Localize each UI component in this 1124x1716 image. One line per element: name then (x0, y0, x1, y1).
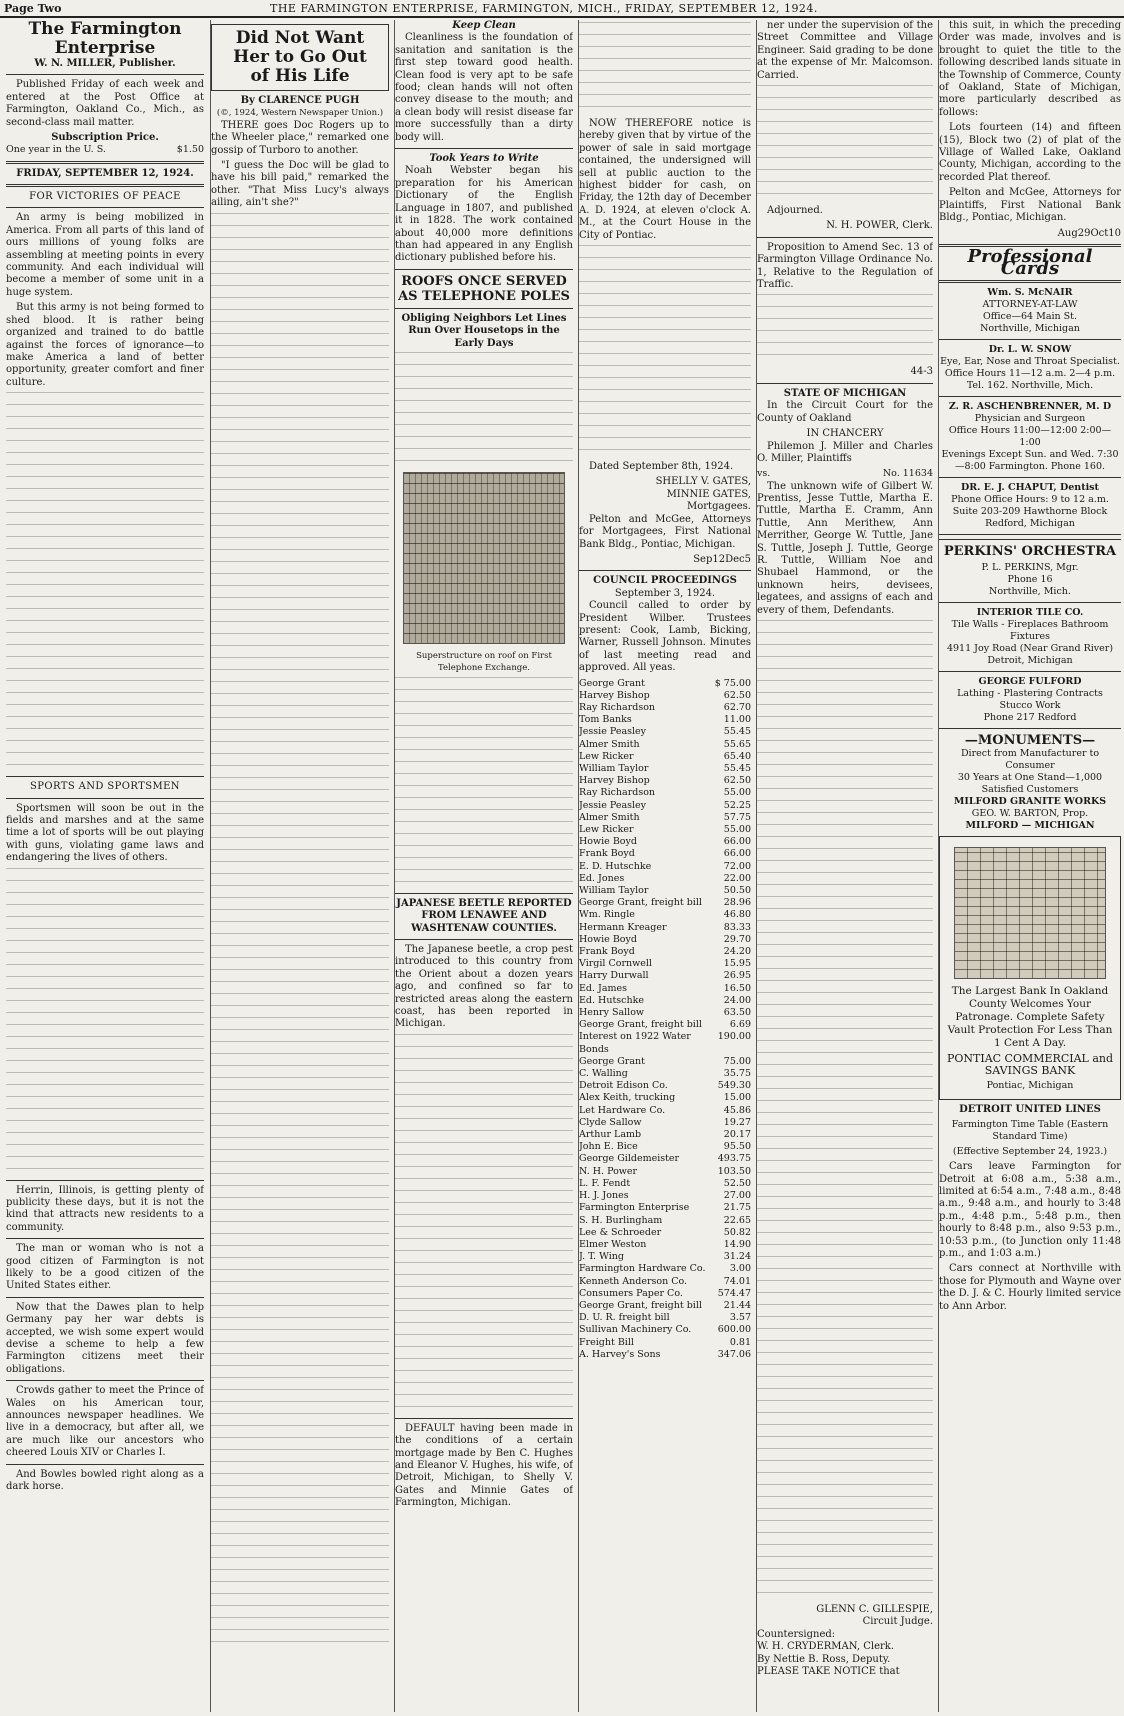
bill-row (579, 970, 751, 982)
bank-building-illustration (954, 847, 1106, 979)
bill-amount: 75.00 (723, 1055, 751, 1067)
bill-row (579, 775, 751, 787)
bill-amount: 35.75 (723, 1068, 751, 1080)
bill-row (579, 1031, 751, 1055)
bank-name: PONTIAC COMMERCIAL and SAVINGS BANK (946, 1051, 1114, 1077)
bill-amount: 14.90 (723, 1238, 751, 1250)
body-text-placeholder (395, 1034, 573, 1407)
bill-row (579, 1129, 751, 1141)
bill-payee: Harvey Bishop (579, 689, 650, 701)
bill-amount: 29.70 (723, 933, 751, 945)
bill-row (579, 678, 751, 690)
bill-payee: E. D. Hutschke (579, 860, 652, 872)
bill-amount: 57.75 (723, 811, 751, 823)
bill-payee: S. H. Burlingham (579, 1214, 663, 1226)
bill-row (579, 714, 751, 726)
bill-payee: Sullivan Machinery Co. (579, 1324, 692, 1336)
card-line: Redford, Michigan (985, 517, 1075, 529)
body-text-placeholder (757, 620, 933, 1593)
bill-payee: Farmington Enterprise (579, 1202, 690, 1214)
bill-row (579, 1202, 751, 1214)
bill-amount: 55.45 (723, 762, 751, 774)
bill-amount: 55.00 (723, 824, 751, 835)
pelton-attorneys: Pelton and McGee, Attorneys for Plaintiffs, First National Bank Bldg., Pontiac, Michigan. (939, 187, 1121, 224)
bill-amount: 574.47 (717, 1287, 751, 1299)
bill-row (579, 1239, 751, 1251)
bill-row (579, 1166, 751, 1178)
bill-payee: Lee & Schroeder (579, 1226, 662, 1238)
bill-payee: Ray Richardson (579, 701, 656, 713)
lots-description: Lots fourteen (14) and fifteen (15), Block two (2) of plat of the Village of Walled Lake, Oakland County, Michigan, according to the recorded Plat thereof. (939, 122, 1121, 183)
column-4 (578, 20, 751, 1712)
bill-amount: 52.25 (723, 799, 751, 811)
beetle-text: The Japanese beetle, a crop pest introduced to this country from the Orient about a dozen years ago, and confined so far to restricted areas along the eastern coast, has been reported in Michigan. (395, 943, 573, 1030)
dated: Dated September 8th, 1924. (589, 461, 734, 473)
subscription-line: One year in the U. S. $1.50 (6, 144, 204, 156)
bill-row (579, 1300, 751, 1312)
court-clerk: W. H. CRYDERMAN, Clerk. (757, 1641, 895, 1653)
orchestra-card: P. L. PERKINS, Mgr. Phone 16 Northville, Mich. (981, 561, 1079, 597)
bill-payee: Freight Bill (579, 1336, 634, 1348)
mortgage-attorneys: Pelton and McGee, Attorneys for Mortgagees, First National Bank Bldg., Pontiac, Michigan. (579, 513, 751, 550)
page-number: Page Two (4, 1, 62, 15)
bill-amount: 52.50 (723, 1177, 751, 1189)
bill-amount: 19.27 (723, 1116, 751, 1128)
council-date: September 3, 1924. (614, 587, 716, 599)
ordinance-proposition: Proposition to Amend Sec. 13 of Farmington Village Ordinance No. 1, Relative to the Regulation of Traffic. (757, 241, 933, 291)
story-title: Did Not Want (235, 28, 365, 48)
editorial-heading-1: FOR VICTORIES OF PEACE (29, 191, 181, 203)
bill-payee: Jessie Peasley (579, 799, 647, 811)
bill-amount: 3.57 (729, 1312, 751, 1324)
bill-row (579, 885, 751, 897)
bill-payee: Frank Boyd (579, 946, 635, 958)
body-text-placeholder (579, 22, 751, 107)
bill-amount: 549.30 (717, 1080, 751, 1092)
bill-row (579, 995, 751, 1007)
bill-row (579, 824, 751, 836)
bill-row (579, 1068, 751, 1080)
countersigned: Countersigned: (757, 1628, 836, 1640)
keep-clean-text: Cleanliness is the foundation of sanitation and sanitation is the first step toward good health. Clean food is very apt to be safe food; clean hands will not often convey disease to the mouth; and a clean body will resist disease far more successfully than a dirty body will. (395, 32, 573, 143)
dateline: FRIDAY, SEPTEMBER 12, 1924. (16, 167, 194, 179)
card-name: DR. E. J. CHAPUT, Dentist (961, 481, 1099, 493)
bill-amount: 72.00 (723, 860, 751, 872)
card-line: Northville, Michigan (980, 322, 1080, 334)
bill-amount: 6.69 (729, 1019, 751, 1031)
bill-payee: N. H. Power (579, 1165, 638, 1177)
subscription-label: Subscription Price. (51, 132, 159, 144)
bill-amount: 83.33 (723, 921, 751, 933)
bill-payee: Let Hardware Co. (579, 1104, 666, 1116)
bill-payee: Lew Ricker (579, 824, 634, 835)
bill-amount: 21.75 (723, 1202, 751, 1214)
bill-amount: 66.00 (723, 836, 751, 848)
byline: By CLARENCE PUGH (240, 95, 360, 106)
bill-amount: $ 75.00 (714, 677, 751, 689)
take-notice: PLEASE TAKE NOTICE that (757, 1666, 900, 1678)
bill-row (579, 848, 751, 860)
bill-payee: Ray Richardson (579, 787, 656, 799)
bill-amount: 50.50 (723, 885, 751, 897)
bill-payee: Kenneth Anderson Co. (579, 1275, 688, 1287)
publisher: W. N. MILLER, Publisher. (34, 58, 176, 69)
body-text-placeholder (395, 352, 573, 461)
bill-row (579, 861, 751, 873)
bill-payee: Tom Banks (579, 714, 632, 726)
bill-row (579, 958, 751, 970)
bill-row (579, 1227, 751, 1239)
bill-row (579, 812, 751, 824)
bill-payee: Ed. Hutschke (579, 994, 644, 1006)
bill-row (579, 739, 751, 751)
card-line: Eye, Ear, Nose and Throat Specialist. (940, 355, 1120, 367)
bill-payee: Elmer Weston (579, 1238, 647, 1250)
bill-amount: 190.00 (717, 1031, 751, 1043)
bill-row (579, 1007, 751, 1019)
bill-amount: 347.06 (717, 1348, 751, 1360)
took-years-title: Took Years to Write (429, 153, 539, 165)
bill-payee: Clyde Sallow (579, 1116, 642, 1128)
card-name: Wm. S. McNAIR (987, 286, 1073, 298)
card-line: Physician and Surgeon (974, 412, 1086, 424)
bill-amount: 63.50 (723, 1007, 751, 1019)
took-years-text: Noah Webster began his preparation for his American Dictionary of the English Language in 1807, and published it in 1828. The work contained about 40,000 more definitions than had appeared in any English dictionary published before his. (395, 165, 573, 264)
bill-row (579, 922, 751, 934)
case-line: vs. No. 11634 (757, 468, 933, 480)
body-text-placeholder (6, 392, 204, 765)
bill-payee: William Taylor (579, 762, 649, 774)
bill-row (579, 1092, 751, 1104)
bill-payee: Alex Keith, trucking (579, 1092, 676, 1104)
bill-amount: 21.44 (723, 1299, 751, 1311)
bill-amount: 16.50 (723, 982, 751, 994)
bill-amount: 28.96 (723, 897, 751, 909)
bill-payee: William Taylor (579, 885, 649, 897)
column-6: this suit, in which the preceding Order was made, involves and is brought to quiet the title to the following described lands situate in the Township of Commerce, County of Oakland, State of Michigan, more particularly described as follows: Lots fourteen (14) and fifteen (15), Block two (2) of plat of the Village of Walled Lake, Oakland County, Michigan, according to the recorded Plat thereof. Pelton and McGee, Attorneys for Plaintiffs, First National Bank Bldg., Pontiac, Michigan. Aug29Oct10 Professional Cards Wm. S. McNAIR ATTORNEY-AT-LAW Office—64 Main St. Northville, Michigan Dr. L. W. SNOW Eye, Ear, Nose and Throat Specialist. Office Hours 11—12 a.m. 2—4 p.m. Tel. 162. Northville, Mich. Z. R. ASCHENBRENNER, M. D Physician and Surgeon Office Hours 11:00—12:00 2:00—1:00 Evenings Except Sun. and Wed. 7:30—8:00 Farmington. Phone 160. DR. E. J. CHAPUT, Dentist Phone Office Hours: 9 to 12 a.m. Suite 203-209 Hawthorne Block Redford, Michigan PERKINS' ORCHESTRA P. L. PERKINS, Mgr. Phone 16 Northville, Mich. INTERIOR TILE CO. Tile Walls - Fireplaces Bathroom Fixtures 4911 Joy Road (Near Grand River) Detroit, Michigan GEORGE FULFORD Lathing - Plastering Contracts Stucco Work Phone 217 Redford —MONUMENTS— Direct from Manufacturer to Consumer 30 Years at One Stand—1,000 Satisfied Customers MILFORD GRANITE WORKS GEO. W. BARTON, Prop. MILFORD — MICHIGAN The Largest Bank In Oakland County Welcomes Your Patronage. Complete Safety Vault Protection For Less Than 1 Cent A Day. PONTIAC COMMERCIAL and SAVINGS BANK Pontiac, Michigan DETROIT UNITED LINES Farmington Time Table (Eastern Standard Time) (Effective September 24, 1923.) Cars leave Farmington for Detroit at 6:08 a.m., 5:38 a.m., limited at 6:54 a.m., 7:48 a.m., 8:48 a.m., 9:48 a.m., and hourly to 3:48 p.m., 4:48 p.m., 5:48 p.m., then hourly to 8:48 p.m., also 9:53 p.m., 10:53 p.m., (to Junction only 11:48 p.m., and 1:03 a.m.) Cars connect at Northville with those for Plymouth and Wayne over the D. J. & C. Hourly limited service to Ann Arbor. (938, 20, 1121, 1712)
card-line: Office Hours 11—12 a.m. 2—4 p.m. (944, 367, 1116, 379)
notice-code: Sep12Dec5 (693, 553, 751, 565)
publication-info: Published Friday of each week and entered at the Post Office at Farmington, Oakland Co., Mich., as second-class mail matter. (6, 79, 204, 128)
bank-ad: The Largest Bank In Oakland County Welcomes Your Patronage. Complete Safety Vault Protection For Less Than 1 Cent A Day. PONTIAC COMMERCIAL and SAVINGS BANK Pontiac, Michigan (939, 836, 1121, 1100)
bill-amount: 15.95 (723, 958, 751, 970)
editorial-heading-2: SPORTS AND SPORTSMEN (30, 781, 180, 793)
bill-payee: Interest on 1922 Water Bonds (579, 1031, 691, 1055)
bill-payee: Almer Smith (579, 811, 640, 823)
bill-payee: Jessie Peasley (579, 726, 647, 738)
editorial-paragraph: Now that the Dawes plan to help Germany pay her war debts is accepted, we wish some expert would devise a scheme to help a few Farmington citizens meet their obligations. (6, 1301, 204, 1375)
bill-amount: 62.70 (723, 701, 751, 713)
bill-row (579, 934, 751, 946)
suit-description: this suit, in which the preceding Order was made, involves and is brought to quiet the title to the following described lands situate in the Township of Commerce, County of Oakland, State of Michigan, more particularly described as follows: (939, 20, 1121, 118)
bill-amount: 62.50 (723, 689, 751, 701)
bill-payee: L. F. Fendt (579, 1177, 631, 1189)
bill-payee: George Grant (579, 1055, 645, 1067)
bill-row (579, 702, 751, 714)
bill-row (579, 873, 751, 885)
editorial-paragraph: An army is being mobilized in America. From all parts of this land of ours millions of young folks are assembling at meeting points in every community. And each individual will become a member of some unit in a huge system. (6, 212, 204, 298)
bill-row (579, 1263, 751, 1275)
judge-name: GLENN C. GILLESPIE, (816, 1603, 933, 1615)
bill-row (579, 1117, 751, 1129)
card-name: Dr. L. W. SNOW (988, 343, 1072, 355)
bill-row (579, 1080, 751, 1092)
bill-payee: D. U. R. freight bill (579, 1312, 670, 1324)
chancery-label: IN CHANCERY (806, 428, 884, 440)
mortgagee-1: SHELLY V. GATES, (655, 476, 751, 488)
bill-row (579, 1178, 751, 1190)
bill-amount: 22.00 (723, 872, 751, 884)
card-line: Tel. 162. Northville, Mich. (966, 379, 1094, 391)
bill-row (579, 690, 751, 702)
bill-payee: Henry Sallow (579, 1007, 645, 1019)
bill-amount: 31.24 (723, 1251, 751, 1263)
bill-row (579, 983, 751, 995)
bill-amount: 103.50 (717, 1165, 751, 1177)
card-line: Suite 203-209 Hawthorne Block (952, 505, 1108, 517)
professional-card (939, 482, 1121, 530)
bill-payee: Hermann Kreager (579, 921, 667, 933)
body-text-placeholder (757, 294, 933, 355)
bill-payee: Wm. Ringle (579, 909, 635, 921)
bill-row (579, 1056, 751, 1068)
bill-payee: Frank Boyd (579, 848, 635, 860)
card-name: Z. R. ASCHENBRENNER, M. D (948, 400, 1112, 412)
bill-amount: 74.01 (723, 1275, 751, 1287)
story-title-box: Did Not Want Her to Go Out of His Life (211, 24, 389, 91)
column-2 (210, 20, 389, 1712)
bill-amount: 46.80 (723, 909, 751, 921)
roofs-headline: ROOFS ONCE SERVED (401, 273, 567, 289)
adjourned: Adjourned. (767, 205, 823, 217)
bill-row (579, 1019, 751, 1031)
bill-row (579, 1288, 751, 1300)
bill-amount: 65.40 (723, 750, 751, 762)
bill-amount: 66.00 (723, 848, 751, 860)
dul-heading: DETROIT UNITED LINES (959, 1103, 1101, 1115)
body-text-placeholder (395, 677, 573, 882)
editorial-paragraph: Herrin, Illinois, is getting plenty of publicity these days, but it is not the kind that attracts new residents to a community. (6, 1184, 204, 1233)
bill-row (579, 1312, 751, 1324)
professional-card (939, 344, 1121, 392)
mortgagee-2: MINNIE GATES, (666, 488, 751, 500)
bill-amount: 45.86 (723, 1104, 751, 1116)
card-line: Phone Office Hours: 9 to 12 a.m. (951, 493, 1109, 505)
bill-row (579, 1105, 751, 1117)
bill-amount: 27.00 (723, 1190, 751, 1202)
bill-list (579, 678, 751, 1361)
column-1 (6, 20, 204, 1712)
bill-payee: Almer Smith (579, 738, 640, 750)
mortgagees-label: Mortgagees. (687, 501, 751, 513)
council-clerk: N. H. POWER, Clerk. (826, 220, 933, 232)
story-paragraph: THERE goes Doc Rogers up to the Wheeler place," remarked one gossip of Turboro to another. (211, 119, 389, 156)
bill-row (579, 897, 751, 909)
bill-row (579, 1153, 751, 1165)
bill-payee: Harry Durwall (579, 970, 649, 982)
bill-row (579, 751, 751, 763)
bill-payee: Howie Boyd (579, 836, 637, 848)
copyright: (©, 1924, Western Newspaper Union.) (216, 108, 384, 119)
bill-amount: 62.50 (723, 775, 751, 787)
bill-amount: 50.82 (723, 1226, 751, 1238)
orchestra-name: PERKINS' ORCHESTRA (943, 543, 1117, 559)
editorial-paragraph: But this army is not being formed to shed blood. It is rather being organized and trained to do battle against the forces of ignorance—to make America a land of better opportunity, greater comfort and finer culture. (6, 302, 204, 388)
bill-row (579, 1349, 751, 1361)
bill-payee: Detroit Edison Co. (579, 1080, 668, 1092)
card-line: ATTORNEY-AT-LAW (982, 298, 1078, 310)
body-text-placeholder (211, 213, 389, 1642)
professional-cards (939, 287, 1121, 535)
bill-amount: 24.20 (723, 946, 751, 958)
card-line: Office Hours 11:00—12:00 2:00—1:00 (948, 424, 1112, 448)
bill-payee: Arthur Lamb (579, 1129, 642, 1141)
bill-amount: 3.00 (729, 1263, 751, 1275)
bill-row (579, 946, 751, 958)
bill-amount: 0.81 (729, 1336, 751, 1348)
body-text-placeholder (757, 85, 933, 194)
bill-payee: George Gildemeister (579, 1153, 680, 1165)
bill-amount: 26.95 (723, 970, 751, 982)
pelton-code: Aug29Oct10 (1057, 227, 1121, 239)
bill-row (579, 1337, 751, 1349)
bill-amount: 55.00 (723, 787, 751, 799)
state-heading: STATE OF MICHIGAN (783, 387, 907, 399)
bill-row (579, 909, 751, 921)
paper-name: The Farmington Enterprise (28, 20, 182, 58)
bill-amount: 15.00 (723, 1092, 751, 1104)
bill-payee: George Grant, freight bill (579, 1019, 702, 1031)
editorial-paragraph: The man or woman who is not a good citizen of Farmington is not likely to be a good citizen of the United States either. (6, 1243, 204, 1292)
default-notice: DEFAULT having been made in the conditions of a certain mortgage made by Ben C. Hughes and Eleanor V. Hughes, his wife, of Detroit, Michigan, to Shelly V. Gates and Minnie Gates of Farmington, Michigan. (395, 1422, 573, 1509)
illustration-caption: Superstructure on roof on First Telephone Exchange. (416, 650, 552, 674)
bill-row (579, 1215, 751, 1227)
fulford-card: GEORGE FULFORD Lathing - Plastering Contracts Stucco Work Phone 217 Redford (957, 675, 1103, 723)
body-text-placeholder (579, 245, 751, 450)
bill-amount: 55.65 (723, 738, 751, 750)
bill-payee: Ed. James (579, 982, 628, 994)
plaintiffs: Philemon J. Miller and Charles O. Miller, Plaintiffs (757, 440, 933, 464)
bill-row (579, 1141, 751, 1153)
bill-row (579, 763, 751, 775)
bill-payee: Howie Boyd (579, 933, 637, 945)
beetle-headline: JAPANESE BEETLE REPORTED FROM LENAWEE AND WASHTENAW COUNTIES. (396, 897, 572, 934)
bill-payee: Harvey Bishop (579, 775, 650, 787)
column-3: Keep Clean Cleanliness is the foundation of sanitation and sanitation is the first step toward good health. Clean food is very apt to be safe food; clean hands will not often convey disease to the mouth; and a clean body will resist disease far more successfully than a dirty body will. Took Years to Write Noah Webster began his preparation for his American Dictionary of the English Language in 1807, and published it in 1828. The work contained about 40,000 more definitions than had appeared in any English dictionary published before his. ROOFS ONCE SERVED AS TELEPHONE POLES Obliging Neighbors Let Lines Run Over Housetops in the Early Days Superstructure on roof on First Telephone Exchange. JAPANESE BEETLE REPORTED FROM LENAWEE AND WASHTENAW COUNTIES. The Japanese beetle, a crop pest introduced to this country from the Orient about a dozen years ago, and confined so far to restricted areas along the eastern coast, has been reported in Michigan. DEFAULT having been made in the conditions of a certain mortgage made by Ben C. Hughes and Eleanor V. Hughes, his wife, of Detroit, Michigan, to Shelly V. Gates and Minnie Gates of Farmington, Michigan. (394, 20, 573, 1712)
bill-payee: Consumers Paper Co. (579, 1287, 683, 1299)
bill-payee: Lew Ricker (579, 750, 634, 762)
professional-card (939, 287, 1121, 335)
editorial-paragraph: Sportsmen will soon be out in the fields and marshes and at the same time a lot of sports will be out playing with guns, violating game laws and endangering the lives of others. (6, 802, 204, 864)
bill-amount: 55.45 (723, 726, 751, 738)
bill-amount: 20.17 (723, 1129, 751, 1141)
bill-amount: 11.00 (723, 714, 751, 726)
bill-payee: J. T. Wing (579, 1251, 624, 1263)
council-heading: COUNCIL PROCEEDINGS (593, 575, 737, 587)
court-name: In the Circuit Court for the County of Oakland (757, 400, 933, 424)
bill-row (579, 836, 751, 848)
dul-connections: Cars connect at Northville with those for Plymouth and Wayne over the D. J. & C. Hourly limited service to Ann Arbor. (939, 1263, 1121, 1312)
ordinance-code: 44-3 (910, 366, 933, 378)
body-text-placeholder (6, 868, 204, 1169)
sale-notice: NOW THEREFORE notice is hereby given that by virtue of the power of sale in said mortgage contained, the undersigned will sell at public auction to the highest bidder for cash, on Friday, the 12th day of December A. D. 1924, at eleven o'clock A. M., at the Court House in the City of Pontiac. (579, 118, 751, 241)
bill-payee: Virgil Cornwell (579, 958, 652, 970)
bill-row (579, 1190, 751, 1202)
masthead (0, 0, 1124, 18)
bill-payee: Farmington Hardware Co. (579, 1263, 706, 1275)
bill-row (579, 800, 751, 812)
bill-row (579, 1324, 751, 1336)
bill-payee: George Grant, freight bill (579, 897, 702, 909)
bill-payee: John E. Bice (579, 1141, 638, 1153)
bill-amount: 95.50 (723, 1141, 751, 1153)
professional-cards-heading: Professional Cards (967, 245, 1093, 280)
editorial-paragraph: And Bowles bowled right along as a dark horse. (6, 1468, 204, 1493)
bill-payee: George Grant (579, 677, 645, 689)
bill-amount: 24.00 (723, 994, 751, 1006)
running-head: THE FARMINGTON ENTERPRISE, FARMINGTON, MICH., FRIDAY, SEPTEMBER 12, 1924. (270, 1, 818, 15)
story-paragraph: "I guess the Doc will be glad to have his bill paid," remarked the other. "That Miss Lucy's always ailing, ain't she?" (211, 160, 389, 209)
dul-times: Cars leave Farmington for Detroit at 6:08 a.m., 5:38 a.m., limited at 6:54 a.m., 7:48 a.m., 8:48 a.m., 9:48 a.m., and hourly to 3:48 p.m., 4:48 p.m., 5:48 p.m., then hourly to 8:48 p.m., also 9:53 p.m., 10:53 p.m., (to Junction only 11:48 p.m., and 1:03 a.m.) (939, 1161, 1121, 1259)
roofs-subhead: Obliging Neighbors Let Lines Run Over Housetops in the Early Days (401, 312, 567, 349)
bill-payee: George Grant, freight bill (579, 1299, 702, 1311)
editorial-paragraph: Crowds gather to meet the Prince of Wales on his American tour, announces newspaper headlines. We live in a democracy, but after all, we are much like our ancestors who cheered Louis XIV or Charles I. (6, 1385, 204, 1459)
professional-card (939, 401, 1121, 473)
card-line: Evenings Except Sun. and Wed. 7:30—8:00 Farmington. Phone 160. (941, 448, 1119, 472)
bill-payee: A. Harvey's Sons (579, 1348, 661, 1360)
bill-amount: 493.75 (717, 1153, 751, 1165)
bill-row (579, 1251, 751, 1263)
bill-amount: 22.65 (723, 1214, 751, 1226)
judge-title: Circuit Judge. (862, 1616, 933, 1628)
bill-amount: 600.00 (717, 1324, 751, 1336)
bill-payee: C. Walling (579, 1068, 628, 1080)
bill-row (579, 726, 751, 738)
column-5 (756, 20, 933, 1712)
bill-payee: Ed. Jones (579, 872, 625, 884)
defendants: The unknown wife of Gilbert W. Prentiss, Jesse Tuttle, Martha E. Tuttle, Martha E. Cramm, Ann Tuttle, Ann Merithew, Ann Merrither, George W. Tuttle, Jane S. Tuttle, Joseph J. Tuttle, George R. Tuttle, William Noe and Shubael Hammond, or the unknown heirs, devisees, legatees, and assigns of each and every of them, Defendants. (757, 480, 933, 616)
monuments-card: —MONUMENTS— Direct from Manufacturer to Consumer 30 Years at One Stand—1,000 Satisfied Customers MILFORD GRANITE WORKS GEO. W. BARTON, Prop. MILFORD — MICHIGAN (953, 732, 1107, 831)
council-continued: ner under the supervision of the Street Committee and Village Engineer. Said grading to be done at the expense of Mr. Malcomson. Carried. (757, 20, 933, 81)
deputy: By Nettie B. Ross, Deputy. (757, 1653, 891, 1665)
keep-clean-title: Keep Clean (452, 20, 516, 31)
bill-payee: H. J. Jones (579, 1190, 629, 1202)
bill-row (579, 787, 751, 799)
tile-card: INTERIOR TILE CO. Tile Walls - Fireplaces Bathroom Fixtures 4911 Joy Road (Near Grand River) Detroit, Michigan (946, 606, 1114, 666)
council-minutes: Council called to order by President Wilber. Trustees present: Cook, Lamb, Bicking, Warner, Russell Johnson. Minutes of last meeting read and approved. All yeas. (579, 600, 751, 674)
telephone-exchange-illustration (403, 472, 565, 644)
bill-row (579, 1276, 751, 1288)
card-line: Office—64 Main St. (982, 310, 1078, 322)
